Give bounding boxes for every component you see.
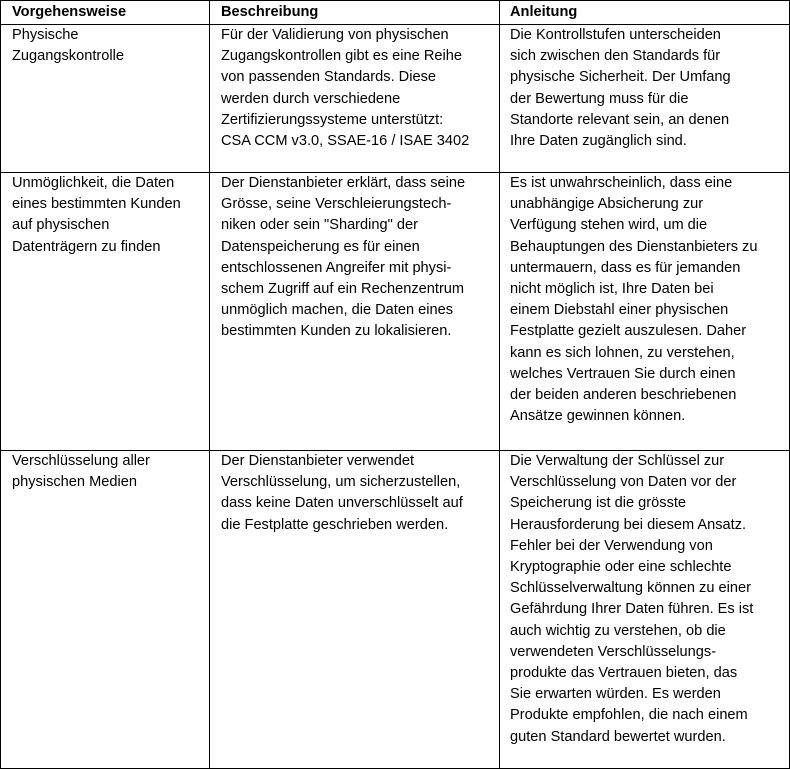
header-anleitung: Anleitung [510, 4, 578, 20]
cell-text-line: guten Standard bewertet wurden. [510, 728, 726, 745]
cell-text-line: Zugangskontrollen gibt es eine Reihe [221, 48, 462, 65]
cell-text-line: Festplatte gezielt auszulesen. Daher [510, 323, 747, 340]
cell-text-line: Standorte relevant sein, an denen [510, 111, 730, 128]
row-3-guidance [510, 451, 753, 748]
cell-text-line: schem Zugriff auf ein Rechenzentrum [221, 281, 465, 298]
cell-text-line: Der Dienstanbieter verwendet [221, 453, 415, 469]
row-3-approach [12, 451, 150, 493]
cell-text-line: Verfügung stehen wird, um die [510, 217, 708, 234]
cell-text-line: Die Verwaltung der Schlüssel zur [510, 453, 725, 469]
row-2-guidance [510, 173, 757, 427]
cell-text-line: auch wichtig zu verstehen, ob die [510, 622, 726, 639]
cell-text-line: Sie erwarten würden. Es werden [510, 686, 721, 703]
cell-text-line: Physische [12, 27, 79, 43]
cell-text-line: sich zwischen den Standards für [510, 48, 721, 65]
row-3-description [221, 451, 463, 536]
cell-text-line: Gefährdung Ihrer Daten führen. Es ist [510, 601, 754, 618]
cell-text-line: werden durch verschiedene [221, 90, 401, 107]
cell-text-line: niken oder sein "Sharding" der [221, 217, 418, 234]
cell-text-line: untermauern, dass es für jemanden [510, 259, 741, 276]
cell-text-line: Die Kontrollstufen unterscheiden [510, 27, 721, 43]
cell-text-line: unabhängige Absicherung zur [510, 196, 704, 213]
cell-text-line: Datenspeicherung es für einen [221, 238, 420, 255]
row-2-approach [12, 173, 181, 258]
cell-text-line: Der Dienstanbieter erklärt, dass seine [221, 175, 466, 191]
cell-text-line: der Bewertung muss für die [510, 90, 689, 107]
cell-text-line: einem Diebstahl einer physischen [510, 302, 729, 319]
column-divider-2 [499, 0, 500, 769]
cell-text-line: dass keine Daten unverschlüsselt auf [221, 495, 463, 512]
cell-text-line: Zertifizierungssysteme unterstützt: [221, 111, 444, 128]
cell-text-line: von passenden Standards. Diese [221, 69, 436, 86]
cell-text-line: Behauptungen des Dienstanbieters zu [510, 238, 758, 255]
cell-text-line: Herausforderung bei diesem Ansatz. [510, 516, 747, 533]
cell-text-line: physischen Medien [12, 474, 137, 491]
cell-text-line: physische Sicherheit. Der Umfang [510, 69, 731, 86]
row-1-description [221, 25, 469, 152]
cell-text-line: Verschlüsselung, um sicherzustellen, [221, 474, 461, 491]
cell-text-line: Schlüsselverwaltung können zu einer [510, 580, 751, 597]
header-vorgehensweise: Vorgehensweise [12, 4, 127, 20]
cell-text-line: unmöglich machen, die Daten eines [221, 302, 454, 319]
cell-text-line: Zugangskontrolle [12, 48, 124, 65]
cell-text-line: Speicherung ist die grösste [510, 495, 687, 512]
cell-text-line: der beiden anderen beschriebenen [510, 387, 737, 404]
cell-text-line: eines bestimmten Kunden [12, 196, 181, 213]
cell-text-line: Ihre Daten zugänglich sind. [510, 133, 687, 150]
cell-text-line: nicht möglich ist, Ihre Daten bei [510, 281, 714, 298]
cell-text-line: die Festplatte geschrieben werden. [221, 516, 449, 533]
table-border-left [0, 0, 1, 769]
cell-text-line: Datenträgern zu finden [12, 238, 161, 255]
cell-text-line: Es ist unwahrscheinlich, dass eine [510, 175, 733, 191]
cell-text-line: CSA CCM v3.0, SSAE-16 / ISAE 3402 [221, 133, 470, 150]
cell-text-line: Unmöglichkeit, die Daten [12, 175, 175, 191]
cell-text-line: Grösse, seine Verschleierungstech- [221, 196, 452, 213]
row-2-description [221, 173, 465, 343]
cell-text-line: kann es sich lohnen, zu verstehen, [510, 344, 735, 361]
column-divider-1 [209, 0, 210, 769]
cell-text-line: welches Vertrauen Sie durch einen [510, 365, 736, 382]
cell-text-line: Produkte empfohlen, die nach einem [510, 707, 748, 724]
cell-text-line: Ansätze gewinnen können. [510, 408, 686, 425]
cell-text-line: Verschlüsselung aller [12, 453, 150, 469]
table-border-top [0, 0, 790, 1]
cell-text-line: produkte das Vertrauen bieten, das [510, 665, 738, 682]
header-beschreibung: Beschreibung [221, 4, 319, 20]
cell-text-line: bestimmten Kunden zu lokalisieren. [221, 323, 452, 340]
row-1-guidance [510, 25, 731, 152]
cell-text-line: Fehler bei der Verwendung von [510, 537, 713, 554]
cell-text-line: entschlossenen Angreifer mit physi- [221, 259, 452, 276]
cell-text-line: verwendeten Verschlüsselungs- [510, 643, 717, 660]
row-1-approach [12, 25, 124, 67]
cell-text-line: auf physischen [12, 217, 110, 234]
cell-text-line: Für der Validierung von physischen [221, 27, 449, 43]
cell-text-line: Kryptographie oder eine schlechte [510, 559, 732, 576]
cell-text-line: Verschlüsselung von Daten vor der [510, 474, 737, 491]
